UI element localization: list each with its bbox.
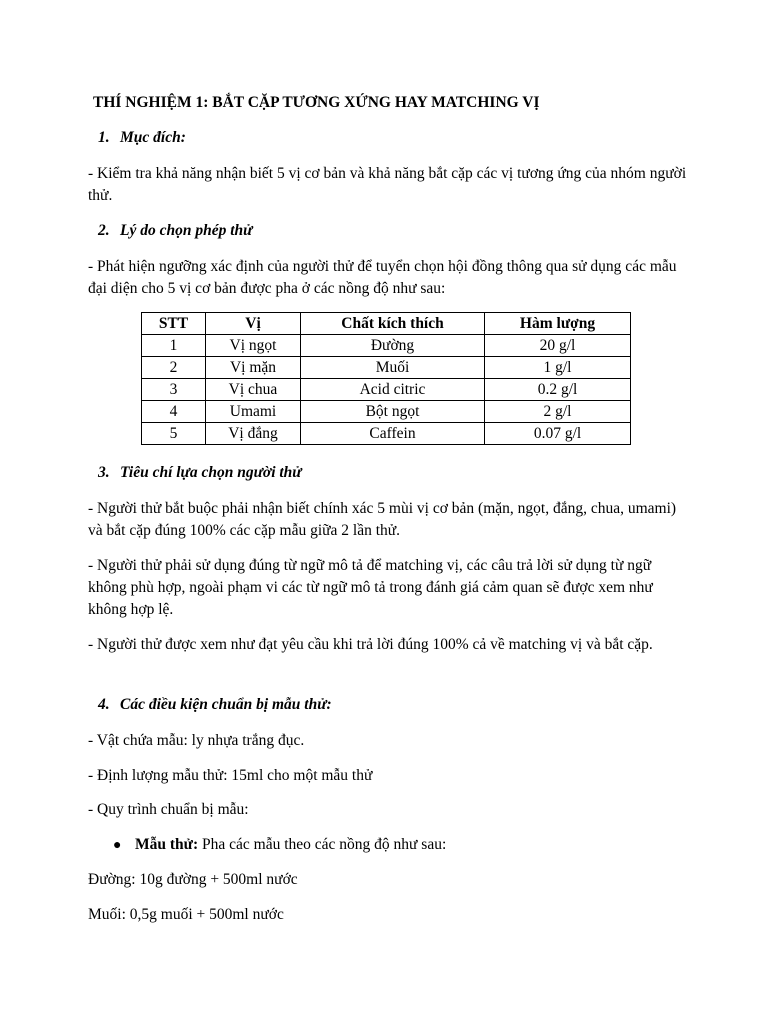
bullet-label: Mẫu thử:	[135, 836, 199, 853]
section-4-title: Các điều kiện chuẩn bị mẫu thử:	[120, 696, 332, 713]
section-4-heading	[98, 694, 332, 716]
section-3-title: Tiêu chí lựa chọn người thử	[120, 464, 302, 481]
table-cell: 0.2 g/l	[485, 379, 631, 401]
table-row	[142, 335, 631, 357]
section-3-heading	[98, 462, 302, 484]
table-cell: Bột ngọt	[301, 401, 485, 423]
table-header-stt: STT	[142, 313, 206, 335]
section-3-paragraph-1: - Người thử bắt buộc phải nhận biết chính xác 5 mùi vị cơ bản (mặn, ngọt, đắng, chua, umami) và bắt cặp đúng 100% các cặp mẫu giữa 2 lần thử.	[88, 500, 677, 539]
bullet-text: Pha các mẫu theo các nồng độ như sau:	[198, 836, 447, 853]
section-3-paragraph-2: - Người thử phải sử dụng đúng từ ngữ mô tả để matching vị, các câu trả lời sử dụng từ ngữ không phù hợp, ngoài phạm vi các từ ngữ mô tả trong đánh giá cảm quan sẽ được xem như không hợp lệ.	[88, 557, 653, 618]
table-row	[142, 423, 631, 445]
table-row	[142, 401, 631, 423]
table-cell: 2	[142, 357, 206, 379]
sugar-recipe: Đường: 10g đường + 500ml nước	[88, 871, 298, 888]
section-2-title: Lý do chọn phép thử	[120, 222, 253, 239]
bullet-icon: ●	[113, 838, 122, 853]
section-3-paragraph-3: - Người thử được xem như đạt yêu cầu khi trả lời đúng 100% cả về matching vị và bắt cặp.	[88, 636, 653, 653]
section-4-paragraph-3: - Quy trình chuẩn bị mẫu:	[88, 801, 249, 818]
table-cell: Acid citric	[301, 379, 485, 401]
section-4-paragraph-2: - Định lượng mẫu thử: 15ml cho một mẫu thử	[88, 767, 373, 784]
table-cell: 1	[142, 335, 206, 357]
table-cell: 2 g/l	[485, 401, 631, 423]
section-1-number: 1.	[98, 129, 110, 146]
table-cell: Vị đắng	[206, 423, 301, 445]
table-cell: Vị mặn	[206, 357, 301, 379]
section-1-text: - Kiểm tra khả năng nhận biết 5 vị cơ bản và khả năng bắt cặp các vị tương ứng của nhóm người thử.	[88, 165, 687, 204]
table-header-row	[142, 313, 631, 335]
table-cell: 20 g/l	[485, 335, 631, 357]
section-2-number: 2.	[98, 222, 110, 239]
section-4-number: 4.	[98, 696, 110, 713]
section-4-paragraph-1: - Vật chứa mẫu: ly nhựa trắng đục.	[88, 732, 305, 749]
section-2-heading	[98, 220, 252, 242]
document-title: THÍ NGHIỆM 1: BẮT CẶP TƯƠNG XỨNG HAY MATCHING VỊ	[93, 94, 540, 111]
table-header-vi: Vị	[206, 313, 301, 335]
taste-table	[141, 312, 631, 445]
sample-bullet	[113, 834, 446, 857]
section-1-heading	[98, 127, 186, 149]
table-cell: Vị chua	[206, 379, 301, 401]
table-cell: Muối	[301, 357, 485, 379]
table-cell: Umami	[206, 401, 301, 423]
table-cell: Vị ngọt	[206, 335, 301, 357]
table-cell: 4	[142, 401, 206, 423]
table-header-chat: Chất kích thích	[301, 313, 485, 335]
table-cell: 0.07 g/l	[485, 423, 631, 445]
table-cell: 1 g/l	[485, 357, 631, 379]
section-2-text: - Phát hiện ngưỡng xác định của người thử để tuyển chọn hội đồng thông qua sử dụng các mẫu đại diện cho 5 vị cơ bản được pha ở các nồng độ như sau:	[88, 258, 677, 297]
section-1-title: Mục đích:	[120, 129, 186, 146]
table-cell: Caffein	[301, 423, 485, 445]
salt-recipe: Muối: 0,5g muối + 500ml nước	[88, 906, 284, 923]
table-header-ham-luong: Hàm lượng	[485, 313, 631, 335]
table-cell: 5	[142, 423, 206, 445]
table-row	[142, 379, 631, 401]
table-cell: Đường	[301, 335, 485, 357]
table-cell: 3	[142, 379, 206, 401]
table-row	[142, 357, 631, 379]
section-3-number: 3.	[98, 464, 110, 481]
